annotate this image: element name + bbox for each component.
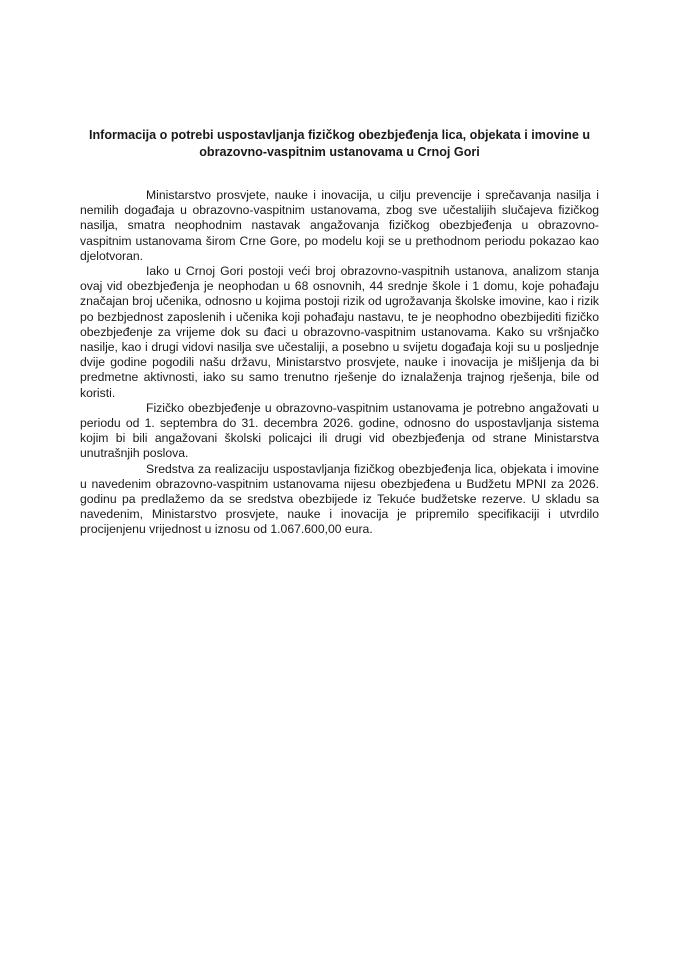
document-title: Informacija o potrebi uspostavljanja fizičkog obezbjeđenja lica, objekata i imovine u obrazovno-vaspitnim ustanovama u Crnoj Gori [88, 128, 591, 159]
document-body [80, 188, 599, 538]
paragraph-analysis: Iako u Crnoj Gori postoji veći broj obrazovno-vaspitnih ustanova, analizom stanja ovaj vid obezbjeđenja je neophodan u 68 osnovnih, 44 srednje škole i 1 domu, koje pohađaju značajan broj učenika, odnosno u kojima postoji rizik od ugrožavanja školske imovine, kao i rizik po bezbjednost zaposlenih i učenika koji pohađaju nastavu, te je neophodno obezbijediti fizičko obezbjeđenje za vrijeme dok su đaci u obrazovno-vaspitnim ustanovama. Kako su vršnjačko nasilje, kao i drugi vidovi nasilja sve učestaliji, a posebno u svijetu događaja koji su u posljednje dvije godine pogodili našu državu, Ministarstvo prosvjete, nauke i inovacija je mišljenja da bi predmetne aktivnosti, iako su samo trenutno rješenje do iznalaženja trajnog rješenja, bile od koristi. [80, 264, 599, 400]
paragraph-funding: Sredstva za realizaciju uspostavljanja fizičkog obezbjeđenja lica, objekata i imovine u navedenim obrazovno-vaspitnim ustanovama nijesu obezbjeđena u Budžetu MPNI za 2026. godinu pa predlažemo da se sredstva obezbijede iz Tekuće budžetske rezerve. U skladu sa navedenim, Ministarstvo prosvjete, nauke i inovacija je pripremilo specifikaciji i utvrdilo procijenjenu vrijednost u iznosu od 1.067.600,00 eura. [80, 461, 599, 537]
paragraph-prevention: Ministarstvo prosvjete, nauke i inovacija, u cilju prevencije i sprečavanja nasilja i nemilih događaja u obrazovno-vaspitnim ustanovama, zbog sve učestalijih slučajeva fizičkog nasilja, smatra neophodnim nastavak angažovanja fizičkog obezbjeđenja u obrazovno-vaspitnim ustanovama širom Crne Gore, po modelu koji se u prethodnom periodu pokazao kao djelotvoran. [80, 188, 599, 263]
paragraph-period: Fizičko obezbjeđenje u obrazovno-vaspitnim ustanovama je potrebno angažovati u periodu od 1. septembra do 31. decembra 2026. godine, odnosno do uspostavljanja sistema kojim bi bili angažovani školski policajci ili drugi vid obezbjeđenja od strane Ministarstva unutrašnjih poslova. [80, 400, 599, 461]
